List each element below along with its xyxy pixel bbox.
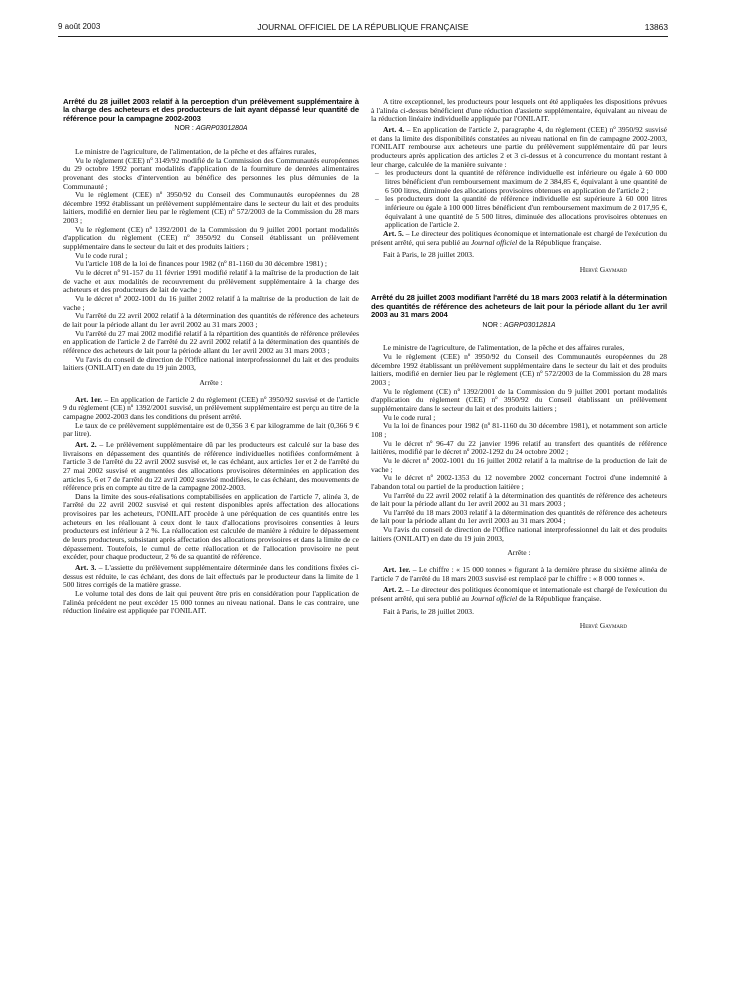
paragraph: Vu l'avis du conseil de direction de l'Office national interprofessionnel du lait et des produits laitiers (ONILAIT) en date du 19 juin 2003, xyxy=(63,354,359,373)
paragraph: Vu l'avis du conseil de direction de l'Office national interprofessionnel du lait et des produits laitiers (ONILAIT) en date du 19 juin 2003, xyxy=(371,525,667,543)
decree2-done-at: Fait à Paris, le 28 juillet 2003. xyxy=(383,606,474,616)
paragraph: Vu l'arrêté du 22 avril 2002 relatif à la détermination des quantités de référence des acheteurs de lait pour la période allant du 1er avril 2002 au 31 mars 2003 ; xyxy=(371,490,667,509)
decree2-article1 xyxy=(371,566,667,583)
paragraph: Vu le décret nº 96-47 du 22 janvier 1996 relatif au transfert des quantités de référence laitières, modifié par le décret nº 2002-1292 du 24 octobre 2002 ; xyxy=(371,438,667,457)
decree2-art1-label: Art. 1er. xyxy=(383,565,411,575)
article-label: Art. 4. xyxy=(383,124,405,134)
decree2-art2-tail: de la République française. xyxy=(517,594,602,604)
decree1-title: Arrêté du 28 juillet 2003 relatif à la perception d'un prélèvement supplémentaire à la charge des acheteurs et des producteurs de lait ayant dépassé leur quantité de référence pour la campagne 2002-2003 xyxy=(63,97,359,123)
paragraph: Le ministre de l'agriculture, de l'alimentation, de la pêche et des affaires rurales, xyxy=(75,146,317,156)
paragraph: Le ministre de l'agriculture, de l'alimentation, de la pêche et des affaires rurales, xyxy=(383,343,625,353)
decree2-art2-label: Art. 2. xyxy=(383,585,404,595)
decree2-art2-text: – Le directeur des politiques économique et internationale est chargé de l'exécution du présent arrêté, qui sera publié au xyxy=(371,585,667,604)
decree1-articles-left xyxy=(63,396,359,616)
paragraph: Vu le règlement (CEE) nº 3950/92 du Conseil des Communautés européennes du 28 décembre 1992 établissant un prélèvement supplémentaire dans le secteur du lait et des produits laitiers, modifié en dernier lieu par le règlement (CE) nº 572/2003 de la Commission du 28 mars 2003 ; xyxy=(371,352,667,387)
decree2-art2-italic: Journal officiel xyxy=(470,594,518,604)
left-column xyxy=(63,98,359,616)
decree1-nor xyxy=(63,125,359,134)
decree2-art1-text: – Le chiffre : « 15 000 tonnes » figurant à la dernière phrase du sixième alinéa de l'article 7 de l'arrêté du 18 mars 2003 susvisé est remplacé par le chiffre : « 8 000 tonnes ». xyxy=(371,565,667,583)
decree1-signature: Hervé Gaymard xyxy=(579,264,627,274)
article-text: Dans la limite des sous-réalisations comptabilisées en application de l'article 7, alinéa 3, de l'arrêté du 22 avril 2002 susvisé et qui restent disponibles après affectation des allocations provisoires par les acheteurs, l'ONILAIT procède à une péréquation de ces quantités entre les acheteurs en les réallouant à ceux dont le taux d'allocations provisoires consenties à leurs producteurs est inférieur à 2 %. La réallocation est calculée de manière à réduire le dépassement de leurs producteurs, subsistant après affectation des allocations provisoires et dans la limite de ce dépassement. Toutefois, le cumul de cette réallocation et de l'allocation provisoire ne peut excéder, pour chaque producteur, 2 % de sa quantité de référence. xyxy=(63,491,359,562)
paragraph: Vu le décret nº 2002-1001 du 16 juillet 2002 relatif à la maîtrise de la production de lait de vache ; xyxy=(63,294,359,312)
article-text: Le volume total des dons de lait qui peuvent être pris en considération pour l'application de l'alinéa précédent ne peut excéder 15 000 tonnes au niveau national. Dans le cas contraire, une réduction linéaire est appliquée par l'ONILAIT. xyxy=(63,589,359,616)
decree2-nor xyxy=(371,322,667,331)
paragraph: Vu l'article 108 de la loi de finances pour 1982 (nº 81-1160 du 30 décembre 1981) ; xyxy=(75,259,327,269)
decree1-arrete: Arrête : xyxy=(199,377,223,387)
decree2-signature: Hervé Gaymard xyxy=(579,621,627,631)
paragraph: Vu le décret nº 2002-1353 du 12 novembre 2002 concernant l'octroi d'une indemnité à l'abandon total ou partiel de la production laitière ; xyxy=(371,473,667,491)
article-text: – L'assiette du prélèvement supplémentaire déterminée dans les conditions fixées ci-dessus est réduite, le cas échéant, des dons de lait effectués par le producteur dans la limite de 1 500 litres corrigés de la matière grasse. xyxy=(63,563,360,590)
paragraph: Vu le règlement (CE) nº 1392/2001 de la Commission du 9 juillet 2001 portant modalités d'application du règlement (CEE) nº 3950/92 du Conseil établissant un prélèvement supplémentaire dans le secteur du lait et des produits laitiers ; xyxy=(63,224,359,252)
article-paragraph xyxy=(63,493,359,562)
article-paragraph xyxy=(63,590,359,616)
article-paragraph xyxy=(63,422,359,439)
issue-date: 9 août 2003 xyxy=(58,22,101,31)
list-item: – les producteurs dont la quantité de référence individuelle est inférieure ou égale à 60 000 litres bénéficient d'un remboursement maximum de 2 384,85 €, équivalant à une quantité de 6 500 litres, diminuée des allocations provisoires obtenues en application de l'article 2 ; xyxy=(385,169,667,195)
page-number: 13863 xyxy=(644,22,668,32)
right-column xyxy=(371,98,667,631)
article-paragraph xyxy=(63,441,359,493)
article-paragraph xyxy=(371,126,667,169)
decree1-art5-label: Art. 5. xyxy=(383,228,404,238)
decree1-articles-right xyxy=(371,98,667,169)
article-paragraph xyxy=(63,396,359,422)
decree2-article2 xyxy=(371,586,667,603)
page-header xyxy=(58,21,668,35)
article-paragraph xyxy=(63,564,359,590)
paragraph: Vu le code rural ; xyxy=(75,250,128,260)
decree1-nor-code: AGRP0301280A xyxy=(195,125,248,133)
paragraph: Vu la loi de finances pour 1982 (nº 81-1160 du 30 décembre 1981), et notamment son article 108 ; xyxy=(371,421,667,439)
paragraph: Vu le décret nº 2002-1001 du 16 juillet 2002 relatif à la maîtrise de la production de lait de vache ; xyxy=(371,455,667,474)
decree2-nor-label: NOR : xyxy=(482,321,504,329)
article-text: Le taux de ce prélèvement supplémentaire est de 0,356 3 € par kilogramme de lait (0,366 9 € par litre). xyxy=(63,420,359,439)
header-rule xyxy=(58,36,668,37)
article-paragraph xyxy=(371,98,667,124)
article-label: Art. 1er. xyxy=(75,394,103,404)
decree2-arrete: Arrête : xyxy=(507,548,531,558)
article-text: – En application de l'article 2 du règlement (CEE) nº 3950/92 susvisé et de l'article 9 du règlement (CE) nº 1392/2001 susvisé, un prélèvement supplémentaire est perçu au titre de la campagne 2002-2003 dans les conditions du présent arrêté. xyxy=(63,394,359,421)
decree1-nor-label: NOR : xyxy=(174,125,196,133)
list-item: – les producteurs dont la quantité de référence individuelle est supérieure à 60 000 litres inférieure ou égale à 100 000 litres bénéficient d'un remboursement maximum de 2 017,95 €, équivalant à une quantité de 5 500 litres, diminuée des allocations provisoires obtenues en application de l'article 2. xyxy=(385,195,667,230)
paragraph: Vu le règlement (CE) nº 1392/2001 de la Commission du 9 juillet 2001 portant modalités d'application du règlement (CEE) nº 3950/92 du Conseil établissant un prélèvement supplémentaire dans le secteur du lait et des produits laitiers ; xyxy=(371,386,667,413)
decree1-article5 xyxy=(371,230,667,247)
article-text: A titre exceptionnel, les producteurs pour lesquels ont été appliquées les dispositions prévues à l'alinéa ci-dessus bénéficient d'une réduction d'assiette supplémentaire, équivalant au niveau de la réduction linéaire individuelle appliquée par l'ONILAIT. xyxy=(371,97,667,124)
article-text: – En application de l'article 2, paragraphe 4, du règlement (CEE) nº 3950/92 susvisé et dans la limite des disponibilités constatées au niveau national en fin de campagne 2002-2003, l'ONILAIT rembourse aux acheteurs une partie du prélèvement supplémentaire dû par leurs producteurs après application des articles 2 et 3 ci-dessus et à concurrence du montant restant à leur charge, calculée de la manière suivante : xyxy=(371,124,667,169)
paragraph: Vu l'arrêté du 27 mai 2002 modifié relatif à la répartition des quantités de référence prélevées en application de l'article 2 de l'arrêté du 22 avril 2002 relatif à la détermination des quantités de référence des acheteurs de lait pour la période allant du 1er avril 2002 au 31 mars 2003 ; xyxy=(63,328,359,355)
decree1-art5-text: – Le directeur des politiques économique et internationale est chargé de l'exécution du présent arrêté, qui sera publié au xyxy=(371,228,667,247)
decree1-art5-italic: Journal officiel xyxy=(470,237,518,247)
decree2-title: Arrêté du 28 juillet 2003 modifiant l'arrêté du 18 mars 2003 relatif à la détermination des quantités de référence des acheteurs de lait pour la période allant du 1er avril 2003 au 31 mars 2004 xyxy=(371,293,667,320)
paragraph: Vu le règlement (CEE) nº 3950/92 du Conseil des Communautés européennes du 28 décembre 1992 établissant un prélèvement supplémentaire dans le secteur du lait et des produits laitiers, modifié en dernier lieu par le règlement (CE) nº 572/2003 de la Commission du 28 mars 2003 ; xyxy=(63,190,359,226)
decree1-refund-list xyxy=(371,169,667,230)
paragraph: Vu le code rural ; xyxy=(383,412,436,422)
journal-title: JOURNAL OFFICIEL DE LA RÉPUBLIQUE FRANÇAISE xyxy=(257,22,469,32)
paragraph: Vu le décret nº 91-157 du 11 février 1991 modifié relatif à la maîtrise de la production de lait de vache et aux modalités de recouvrement du prélèvement supplémentaire à la charge des acheteurs et des producteurs de lait de vache ; xyxy=(63,268,359,295)
section-separator xyxy=(371,274,667,294)
article-text: – Le prélèvement supplémentaire dû par les producteurs est calculé sur la base des livraisons en dépassement des quantités de référence individuelles notifiées conformément à l'article 3 de l'arrêté du 22 avril 2002 susvisé et, le cas échéant, aux articles 1er et 2 de l'arrêté du 27 mai 2002 susvisé et augmentées des allocations provisoires déterminées en application des articles 5, 6 et 7 de l'arrêté du 22 avril 2002 susvisé modifiées, le cas échéant, des mouvements de référence pris en compte au titre de la campagne 2002-2003. xyxy=(63,439,359,493)
article-label: Art. 3. xyxy=(75,563,97,573)
decree1-preamble xyxy=(63,148,359,373)
article-label: Art. 2. xyxy=(75,439,97,449)
decree2-nor-code: AGRP0301281A xyxy=(503,321,556,329)
decree1-art5-tail: de la République française. xyxy=(517,237,602,247)
paragraph: Vu le règlement (CEE) nº 3149/92 modifié de la Commission des Communautés européennes du 29 octobre 1992 portant modalités d'application de la fourniture de denrées alimentaires provenant des stocks d'intervention au bénéfice des personnes les plus démunies de la Communauté ; xyxy=(63,155,359,191)
decree2-preamble xyxy=(371,344,667,543)
paragraph: Vu l'arrêté du 22 avril 2002 relatif à la détermination des quantités de référence des acheteurs de lait pour la période allant du 1er avril 2002 au 31 mars 2003 ; xyxy=(63,311,359,329)
paragraph: Vu l'arrêté du 18 mars 2003 relatif à la détermination des quantités de référence des acheteurs de lait pour la période allant du 1er avril 2003 au 31 mars 2004 ; xyxy=(371,507,667,526)
decree1-done-at: Fait à Paris, le 28 juillet 2003. xyxy=(383,250,474,260)
